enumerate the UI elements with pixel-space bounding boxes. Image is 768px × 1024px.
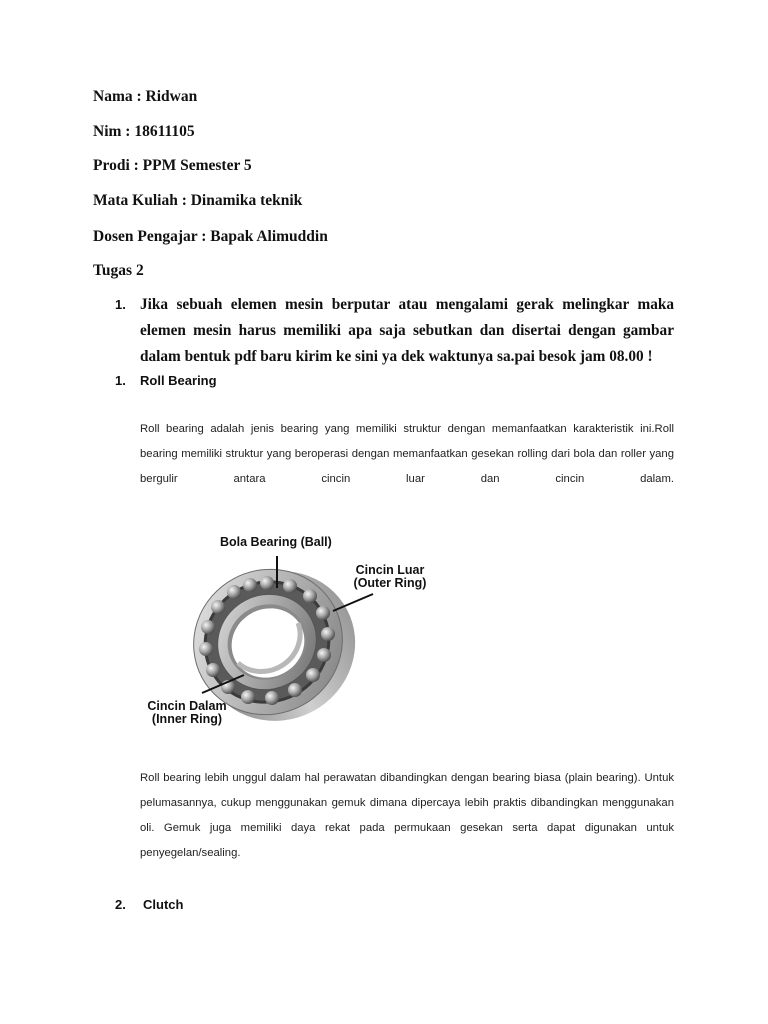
- section-1-title: Roll Bearing: [140, 373, 217, 388]
- lecturer-name: Dosen Pengajar : Bapak Alimuddin: [93, 228, 328, 245]
- section-1-number: 1.: [115, 373, 126, 388]
- label-inner-ring-line1: Cincin Dalam: [147, 699, 227, 713]
- label-ball: Bola Bearing (Ball): [220, 535, 332, 549]
- question-number: 1.: [115, 297, 126, 312]
- bearing-figure: [140, 530, 440, 735]
- study-program: Prodi : PPM Semester 5: [93, 157, 252, 174]
- roll-bearing-definition: Roll bearing adalah jenis bearing yang memiliki struktur dengan memanfaatkan karakteristik ini.Roll bearing memiliki struktur yang beroperasi dengan memanfaatkan gesekan rolling dari bola dan roller yang bergulir antara cincin luar dan cincin dalam.: [140, 423, 674, 485]
- label-outer-ring-line2: (Outer Ring): [353, 576, 427, 590]
- section-2-title: Clutch: [143, 897, 184, 912]
- label-inner-ring-line2: (Inner Ring): [151, 712, 223, 726]
- label-outer-ring-line1: Cincin Luar: [355, 563, 425, 577]
- assignment-title: Tugas 2: [93, 262, 144, 279]
- section-2-number: 2.: [115, 897, 126, 912]
- roll-bearing-advantages: Roll bearing lebih unggul dalam hal perawatan dibandingkan dengan bearing biasa (plain bearing). Untuk pelumasannya, cukup menggunakan gemuk dimana dipercaya lebih praktis dibandingkan menggunakan oli. Gemuk juga memiliki daya rekat pada permukaan gesekan serta dapat digunakan untuk penyegelan/sealing.: [140, 772, 674, 859]
- student-nim: Nim : 18611105: [93, 123, 195, 140]
- question-text: Jika sebuah elemen mesin berputar atau mengalami gerak melingkar maka elemen mesin harus memiliki apa saja sebutkan dan disertai dengan gambar dalam bentuk pdf baru kirim ke sini ya dek waktunya sa.pai besok jam 08.00 !: [140, 296, 674, 365]
- course-name: Mata Kuliah : Dinamika teknik: [93, 192, 303, 209]
- student-name: Nama : Ridwan: [93, 88, 198, 105]
